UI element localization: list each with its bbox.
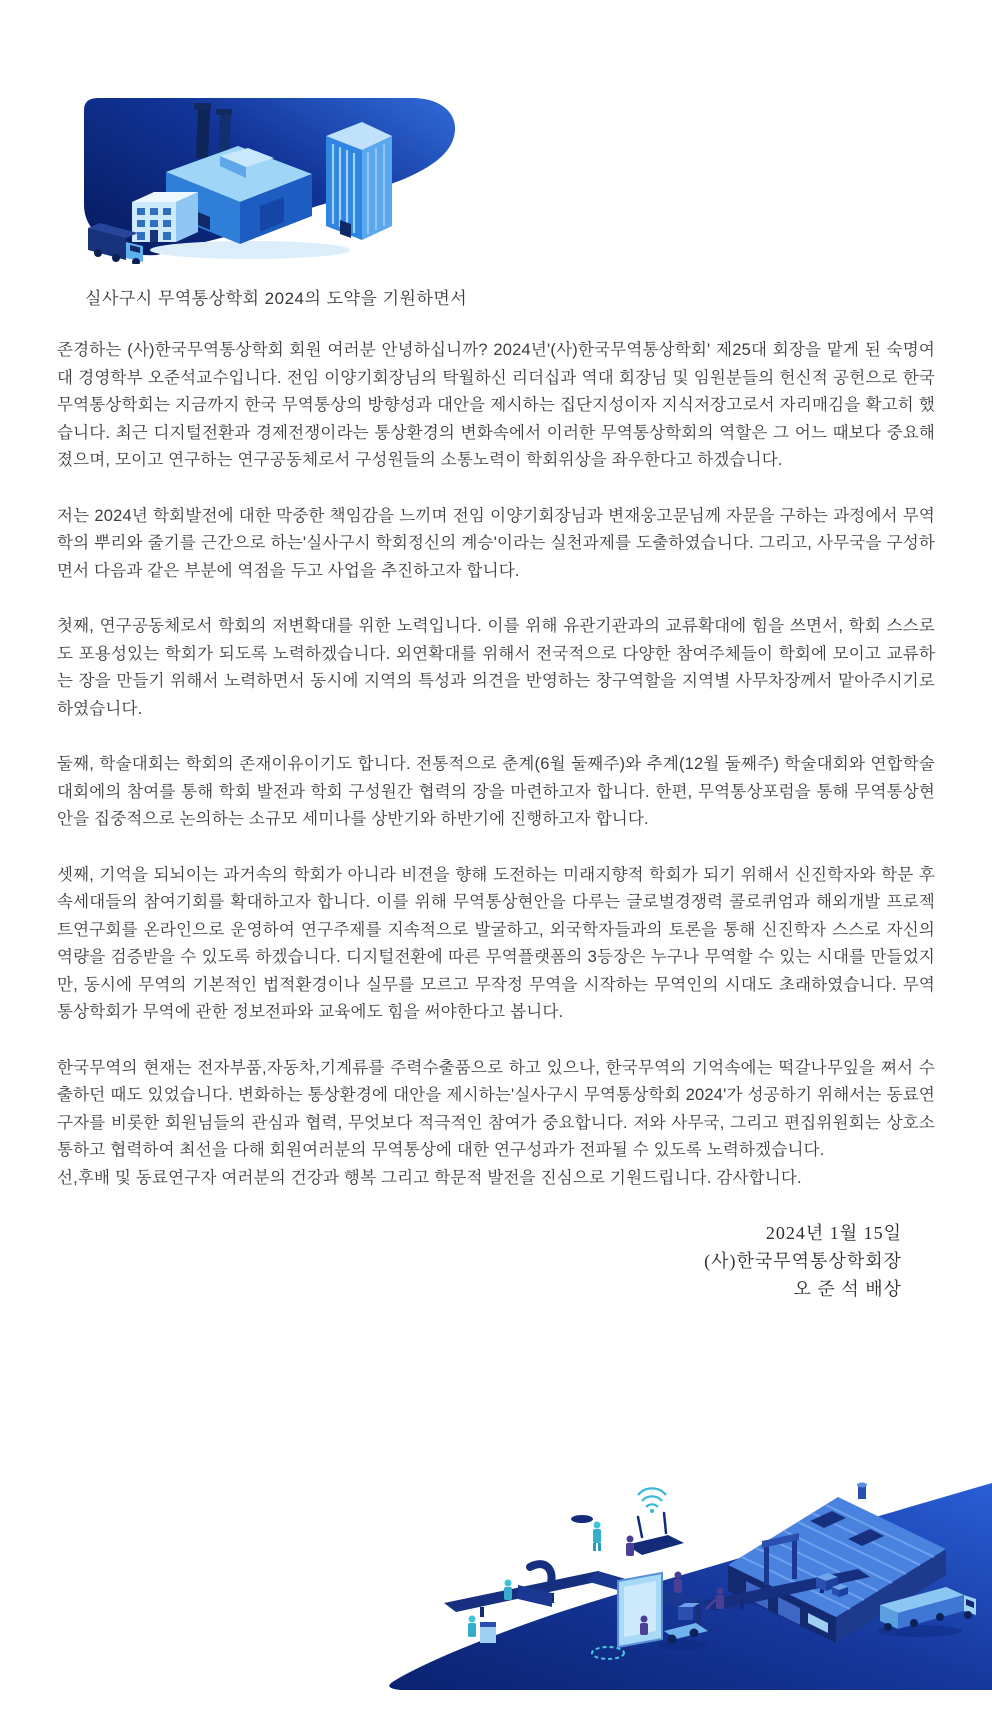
wifi-router-icon: [626, 1488, 684, 1555]
paragraph-second: 둘째, 학술대회는 학회의 존재이유이기도 합니다. 전통적으로 춘계(6월 둘째주)와 추계(12월 둘째주) 학술대회와 연합학술대회에의 참여를 통해 학회 발전과 학회 구성원간 협력의 장을 마련하고자 합니다. 한편, 무역통상포럼을 통해 무역통상현안을 집중적으로 논의하는 소규모 세미나를 상반기와 하반기에 진행하고자 합니다.: [57, 755, 935, 828]
small-building-icon: [132, 192, 198, 242]
header-illustration: [70, 92, 465, 264]
factory-shadow: [150, 241, 350, 259]
letter-body: [57, 284, 935, 1303]
signature-block: [57, 1219, 902, 1303]
letter-title: 실사구시 무역통상학회 2024의 도약을 기원하면서: [85, 289, 468, 308]
tall-building-icon: [326, 122, 392, 240]
paragraph-first: 첫째, 연구공동체로서 학회의 저변확대를 위한 노력입니다. 이를 위해 유관기관과의 교류확대에 힘을 쓰면서, 학회 스스로도 포용성있는 학회가 되도록 노력하겠습니다. 외연확대를 위해서 전국적으로 다양한 참여주체들이 학회에 모이고 교류하는 장을 만들기 위해서 노력하면서 동시에 지역의 특성과 의견을 반영하는 창구역할을 지역별 사무차장께서 맡아주시기로 하였습니다.: [57, 617, 935, 718]
paragraph-commitment: 저는 2024년 학회발전에 대한 막중한 책임감을 느끼며 전임 이양기회장님과 변재웅고문님께 자문을 구하는 과정에서 무역학의 뿌리와 줄기를 근간으로 하는'실사구시 학회정신의 계승'이라는 실천과제를 도출하였습니다. 그리고, 사무국을 구성하면서 다음과 같은 부분에 역점을 두고 사업을 추진하고자 합니다.: [57, 506, 935, 580]
footer-illustration: [380, 1481, 992, 1724]
paragraph-third: 셋째, 기억을 되뇌이는 과거속의 학회가 아니라 비젼을 향해 도전하는 미래지향적 학회가 되기 위해서 신진학자와 학문 후속세대들의 참여기회를 확대하고자 합니다. 이를 위해 무역통상현안을 다루는 글로벌경쟁력 콜로퀴엄과 해외개발 프로젝트연구회를 온라인으로 운영하여 연구주제를 지속적으로 발굴하고, 외국학자들과의 토론을 통해 신진학자 스스로 자신의 역량을 검증받을 수 있도록 하겠습니다. 디지털전환에 따른 무역플랫폼의 3등장은 누구나 무역할 수 있는 시대를 만들었지만, 동시에 무역의 기본적인 법적환경이나 실무를 모르고 무작정 무역을 시작하는 무역인의 시대도 초래하였습니다. 무역통상학회가 무역에 관한 정보전파와 교육에도 힘을 써야한다고 봅니다.: [57, 865, 935, 1021]
paragraph-korea-trade: 한국무역의 현재는 전자부품,자동차,기계류를 주력수출품으로 하고 있으나, 한국무역의 기억속에는 떡갈나무잎을 쪄서 수출하던 때도 있었습니다. 변화하는 통상환경에 대안을 제시하는'실사구시 무역통상학회 2024'가 성공하기 위해서는 동료연구자를 비롯한 회원님들의 관심과 협력, 무엇보다 적극적인 참여가 중요합니다. 저와 사무국, 그리고 편집위원회는 상호소통하고 협력하여 최선을 다해 회원여러분의 무역통상에 대한 연구성과가 전파될 수 있도록 노력하겠습니다.: [57, 1058, 935, 1159]
paragraph-greeting: 존경하는 (사)한국무역통상학회 회원 여러분 안녕하십니까? 2024년'(사)한국무역통상학회' 제25대 회장을 맡게 된 숙명여대 경영학부 오준석교수입니다. 전임 이양기회장님의 탁월하신 리더십과 역대 회장님 및 임원분들의 헌신적 공헌으로 한국무역통상학회는 지금까지 한국 무역통상의 방향성과 대안을 제시하는 집단지성이자 지식저장고로서 자리매김을 확고히 했습니다. 최근 디지털전환과 경제전쟁이라는 통상환경의 변화속에서 이러한 무역통상학회의 역할은 그 어느 때보다 중요해졌으며, 모이고 연구하는 연구공동체로서 구성원들의 소통노력이 학회위상을 좌우한다고 하겠습니다.: [57, 341, 935, 469]
closing-line: 선,후배 및 동료연구자 여러분의 건강과 행복 그리고 학문적 발전을 진심으로 기원드립니다. 감사합니다.: [57, 1168, 802, 1187]
worker-with-drone: [571, 1515, 601, 1551]
signature-org: (사)한국무역통상학회장: [704, 1251, 902, 1271]
signature-date: 2024년 1월 15일: [765, 1223, 902, 1243]
signature-name: 오 준 석 배상: [793, 1279, 902, 1299]
